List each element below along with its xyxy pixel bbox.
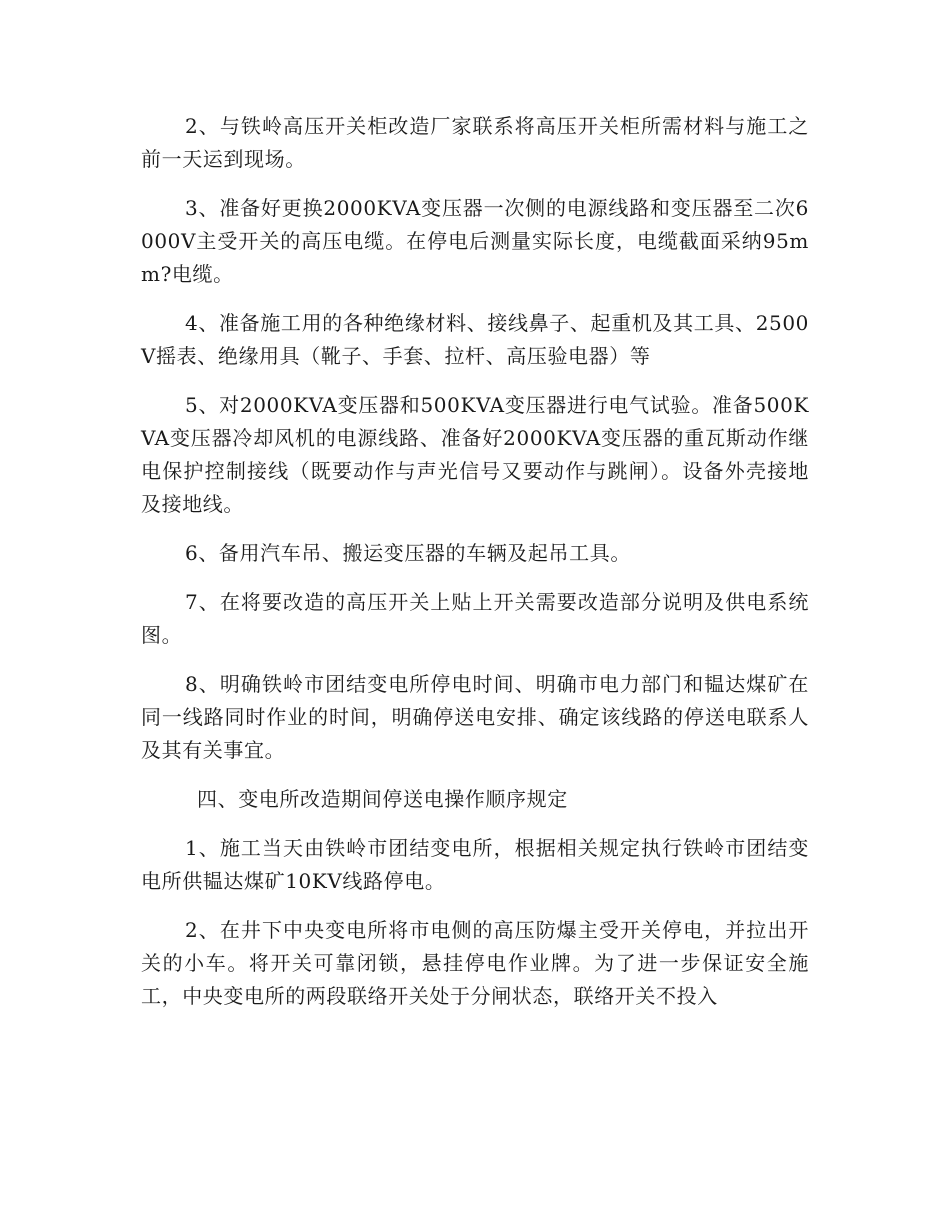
paragraph-item-7: 7、在将要改造的高压开关上贴上开关需要改造部分说明及供电系统图。 — [141, 590, 809, 647]
paragraph-item-4: 4、准备施工用的各种绝缘材料、接线鼻子、起重机及其工具、2500V摇表、绝缘用具（靴子、手套、拉杆、高压验电器）等 — [141, 311, 809, 368]
document-body — [141, 110, 809, 1029]
paragraph-item-2: 2、与铁岭高压开关柜改造厂家联系将高压开关柜所需材料与施工之前一天运到现场。 — [141, 114, 809, 171]
paragraph-item-6: 6、备用汽车吊、搬运变压器的车辆及起吊工具。 — [185, 541, 631, 565]
paragraph-item-8: 8、明确铁岭市团结变电所停电时间、明确市电力部门和韫达煤矿在同一线路同时作业的时间，明确停送电安排、确定该线路的停送电联系人及其有关事宜。 — [141, 672, 809, 762]
paragraph-item-3: 3、准备好更换2000KVA变压器一次侧的电源线路和变压器至二次6000V主受开关的高压电缆。在停电后测量实际长度，电缆截面采纳95mm?电缆。 — [141, 196, 809, 286]
section-heading: 四、变电所改造期间停送电操作顺序规定 — [197, 787, 568, 811]
section-paragraph-2: 2、在井下中央变电所将市电侧的高压防爆主受开关停电，并拉出开关的小车。将开关可靠闭锁，悬挂停电作业牌。为了进一步保证安全施工，中央变电所的两段联络开关处于分闸状态，联络开关不投入 — [141, 918, 809, 1008]
paragraph-item-5: 5、对2000KVA变压器和500KVA变压器进行电气试验。准备500KVA变压器冷却风机的电源线路、准备好2000KVA变压器的重瓦斯动作继电保护控制接线（既要动作与声光信号又要动作与跳闸）。设备外壳接地及接地线。 — [141, 393, 809, 516]
section-paragraph-1: 1、施工当天由铁岭市团结变电所，根据相关规定执行铁岭市团结变电所供韫达煤矿10KV线路停电。 — [141, 836, 809, 893]
